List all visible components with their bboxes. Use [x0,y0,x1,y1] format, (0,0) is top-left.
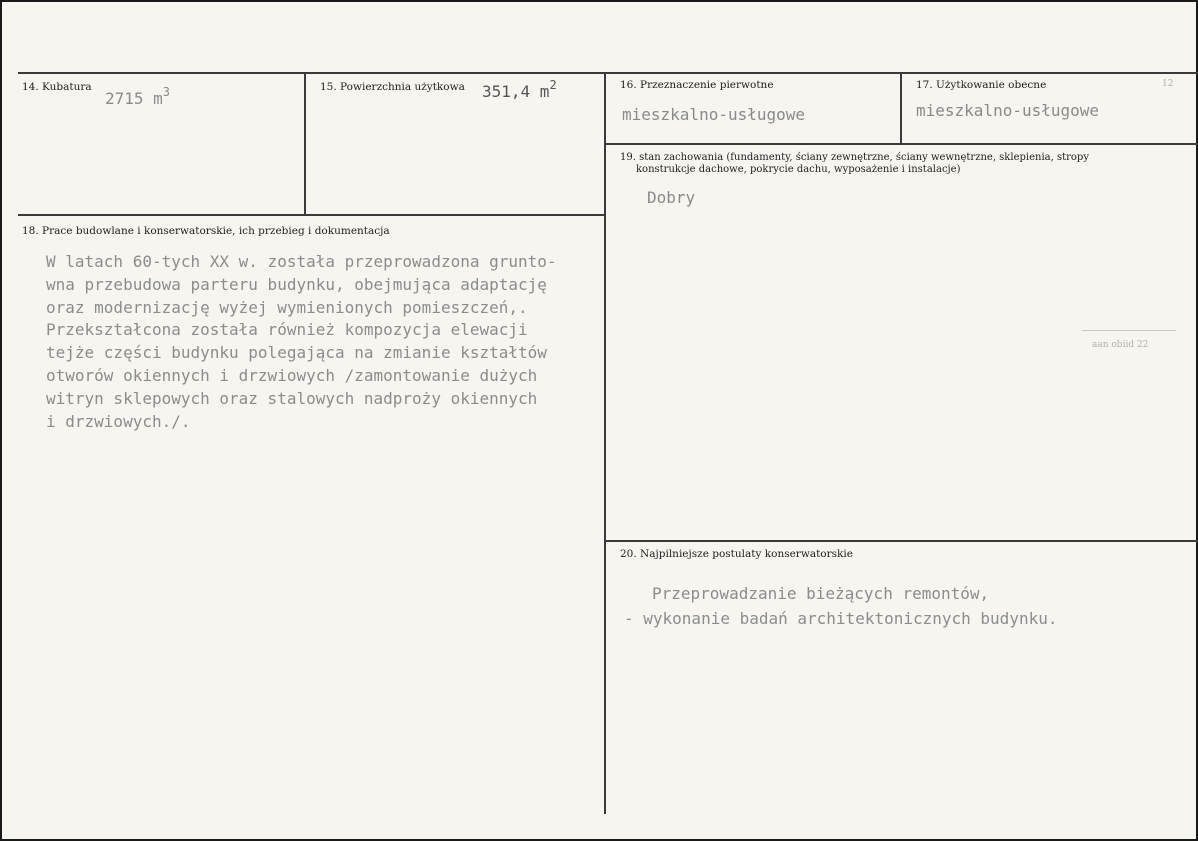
rule-under-19 [604,540,1198,542]
field-17-value: mieszkalno-usługowe [916,101,1100,120]
field-16-value: mieszkalno-usługowe [622,105,806,124]
field-17-label: 17. Użytkowanie obecne [916,79,1047,91]
field-15-label: 15. Powierzchnia użytkowa [320,81,465,93]
rule-under-14-15 [18,214,604,216]
field-16-label: 16. Przeznaczenie pierwotne [620,79,774,91]
divider-main [604,72,606,814]
field-14-value: 2715 $m^3$ [105,85,171,108]
divider-14-15 [304,72,306,214]
top-rule [18,72,1198,74]
field-18-line: witryn sklepowych oraz stalowych nadproży okiennych [46,388,538,408]
field-18-text [46,251,557,433]
field-14-label: 14. Kubatura [22,81,92,93]
field-19-label-line2: konstrukcje dachowe, pokrycie dachu, wyposażenie i instalacje) [636,164,961,175]
field-17-corner-mark: 12 [1162,79,1174,89]
field-20-line: - wykonanie badań architektonicznych budynku. [624,609,1058,628]
field-15-value: 351,4 $m^2$ [482,78,557,101]
field-18-line: W latach 60-tych XX w. została przeprowadzona grunto- [46,252,557,271]
divider-16-17 [900,72,902,143]
field-18-line: i drzwiowych./. [46,411,191,431]
field-18-line: tejże części budynku polegająca na zmianie kształtów [46,343,547,363]
field-18-line: oraz modernizację wyżej wymienionych pomieszczeń,. [46,297,528,317]
faint-bleed-rule [1082,330,1176,331]
field-18-line: Przekształcona została również kompozycja elewacji [46,320,528,340]
rule-under-16-17 [604,143,1198,145]
field-18-line: wna przebudowa parteru budynku, obejmująca adaptację [46,274,547,294]
field-19-value: Dobry [647,188,696,207]
field-19-bleed-mark: aan obiid 22 [1092,340,1149,350]
field-19-label-line1: 19. stan zachowania (fundamenty, ściany zewnętrzne, ściany wewnętrzne, sklepienia, stropy [620,152,1089,163]
field-20-text [624,581,1057,631]
field-20-label: 20. Najpilniejsze postulaty konserwatorskie [620,548,853,560]
field-20-line: Przeprowadzanie bieżących remontów, [652,584,990,603]
field-18-label: 18. Prace budowlane i konserwatorskie, ich przebieg i dokumentacja [22,225,390,237]
field-18-line: otworów okiennych i drzwiowych /zamontowanie dużych [46,365,538,385]
